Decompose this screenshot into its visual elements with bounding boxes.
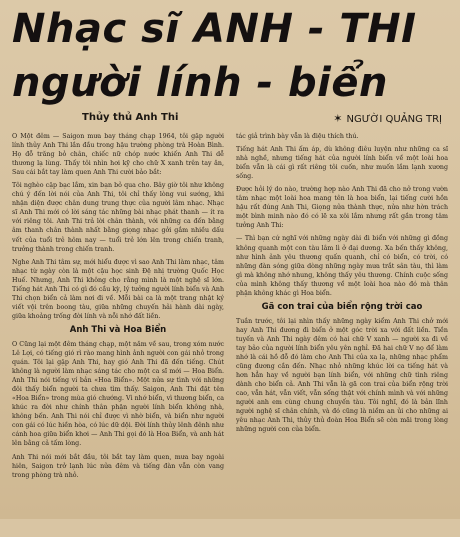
paragraph: tác giả trình bày vẫn là điệu thích thú. — [236, 133, 359, 140]
paragraph: Nghe Anh Thi tâm sự, mới hiểu được vì sao Anh Thi làm nhạc, tâm nhạc từ ngày còn là một cậu học sinh Đệ nhị trường Quốc Học Huế. Nhưng, Anh Thi không cho rằng mình là một nghệ sĩ lớn. Tiếng hát Anh Thi có gì đó cầu kỳ, lý tưởng người lính biển và Anh Thi chọn biển cả làm nơi đi về. Mỗi bài ca là một trang nhật ký viết vội trên boong tàu, giữa những chuyến hải hành dài ngày, giữa khoảng trống đời lính và nỗi nhớ đất liền. — [12, 258, 224, 320]
subhead-anh-thi-hoa-bien: Anh Thi và Hoa Biển — [69, 324, 167, 335]
paragraph: O Cũng lại một đêm tháng chạp, một năm về sau, trong xóm nước Lê Lợi, có tiếng gió rì rào mang hình ảnh người con gái nhỏ trong quán. Tôi lại gặp Anh Thi, hay gió Anh Thi đã đến tiếng. Chút không là người làm nhạc sáng tác cho một ca sĩ mới — Hoa Biển. Anh Thi nói tiếng ví bản «Hoa Biển». Một nửa sự tình với những đôi thấy biển người ta chưa tìm thấy. Saigon, Anh Thi đặt tên «Hoa Biển» trong mùa gió chướng. Vì nhớ biển, vì thương biển, ca khúc ra đời như chính thân phận người lính biển không nhà, không bến. Anh Thi nói chỉ được vì nhờ biển, và biển như người con gái có lúc hiền hòa, có lúc dữ dội. Đời lính thủy lênh đênh như cánh hoa giữa biển khơi — Anh Thi gọi đó là Hoa Biển, và anh hát lên bằng cả tấm lòng. — [12, 340, 224, 448]
paragraph: Tôi nghèo cặp bạc lắm, xin bạn bỏ qua cho. Bây giờ tôi như không chú ý đến lời nói của Anh Thi, tôi chỉ thấy lòng vui sướng, khi nhận diện được chân dung trung thực của người lâm nhạc. Nhạc sĩ Anh Thi mới có lời sáng tác những bài nhạc phát thanh — ít ra với riêng tôi. Anh Thi trả lời chân thành, với những ca đến bằng âm thanh chân thành nhất bằng giọng nhạc gởi gắm nhiều dấu vết của tuổi trẻ hôm nay — tuổi trẻ lớn lên trong chiến tranh, trưởng thành trong chiến tranh. — [12, 182, 224, 253]
paragraph: Tiếng hát Anh Thi ấm áp, dù không điêu luyện như những ca sĩ nhà nghề, nhưng tiếng hát của người lính biển về một loài hoa biển vẫn là cái gì rất riêng tôi cuốn, như muốn lắm lạnh xương sống. — [236, 146, 448, 181]
paragraph: Anh Thi nói mới bắt đầu, tôi bắt tay làm quen, mưa bay ngoài hiên, Saigon trở lạnh lúc nửa đêm và tiếng đàn vẫn còn vang trong phòng trà nhỏ. — [12, 453, 224, 479]
paragraph: Được hỏi lý do nào, trường hợp nào Anh Thi đã cho nở trong vườn tâm nhạc một loài hoa mang tên là hoa biển, lại tiếng cười hồn hậu rất đúng Anh Thi, Giọng nửa thành thực, nửa như hờn trách một bình minh nào đó có lẽ xa xôi lắm nhưng rất gần trong tâm tưởng Anh Thi: — [236, 186, 448, 230]
left-column — [12, 132, 224, 537]
paragraph: Tuần trước, tôi lại nhìn thấy những ngày kiểm Anh Thi chở mới hay Anh Thi đương đi biển ở một góc trời xa với đất liền. Tiền tuyến và Anh Thi ngày đêm có hai chữ V xanh — người xa đi về tay bảo của người lính biển yêu yên nghỉ. Đã hai chữ V nọ để làm nhớ là cái hồ đỗ đó làm cho Anh Thi của xa lạ, những nhạc phẩm cũng đương cần đến. Nhạc nhỏ những khúc lời ca tiếng hát và hơn hẳn hay về người bạn lính biển, với những chữ tình riêng dành cho biển cả. Anh Thi vẫn là gã con trai của biển rộng trời cao, vẫn hát, vẫn viết, vẫn sống thật với chính mình và với những người anh em cùng chung chuyến tàu. Tôi nghĩ, đó là bản lĩnh người nghệ sĩ chân chính, và đó cũng là niềm an ủi cho những ai yêu nhạc Anh Thi, thủy thủ đoàn Hoa Biển sẽ còn mãi trong lòng những người con của biển. — [236, 317, 448, 434]
paragraph: O Một đêm — Saigon mưa bay tháng chạp 1964, tôi gặp người lính thủy Anh Thi lần đầu trong hậu trường phòng trà Hoàn Bình. Họ đỗ trăng bỏ chân, chiếc nữ chóp nước khiến Anh Thi dễ thương lạ lùng. Thấy tôi nhìn hơi kỹ cho chữ X xanh trên tay ăn, Sau cái bắt tay làm quen Anh Thi cười bảo bắt: — [12, 133, 224, 177]
author-name: NGƯỜI QUẢNG TRỊ — [346, 114, 442, 125]
right-column — [236, 132, 448, 537]
subhead-ga-con-trai: Gã con trai của biển rộng trời cao — [261, 301, 423, 312]
headline-line-1: Nhạc sĩ ANH - THI — [12, 6, 417, 52]
kicker: Thủy thủ Anh Thi — [82, 112, 179, 123]
headline-line-2: người lính - biển — [12, 60, 388, 106]
paragraph: — Thì bạn cứ nghĩ với những ngày dài đi biển với những gì đồng không quanh một con tàu lâm lì ở đại dương. Xa bến thấy không, như hình ảnh yêu thương quấn quanh, chỉ có biển, có trời, có những đàn sóng giữa dòng những ngày mưa trắt sân tàu, thì làm gì mà không nhớ nhung, không thấy yêu thương. Chính cuộc sống của mình không thấy thương về một loài hoa nào đó mà thân phận không khác gì Hoa biển. — [236, 235, 448, 297]
article-columns — [12, 132, 448, 537]
byline-row — [12, 112, 448, 130]
author — [333, 112, 442, 125]
star-icon: ✶ — [333, 112, 343, 125]
